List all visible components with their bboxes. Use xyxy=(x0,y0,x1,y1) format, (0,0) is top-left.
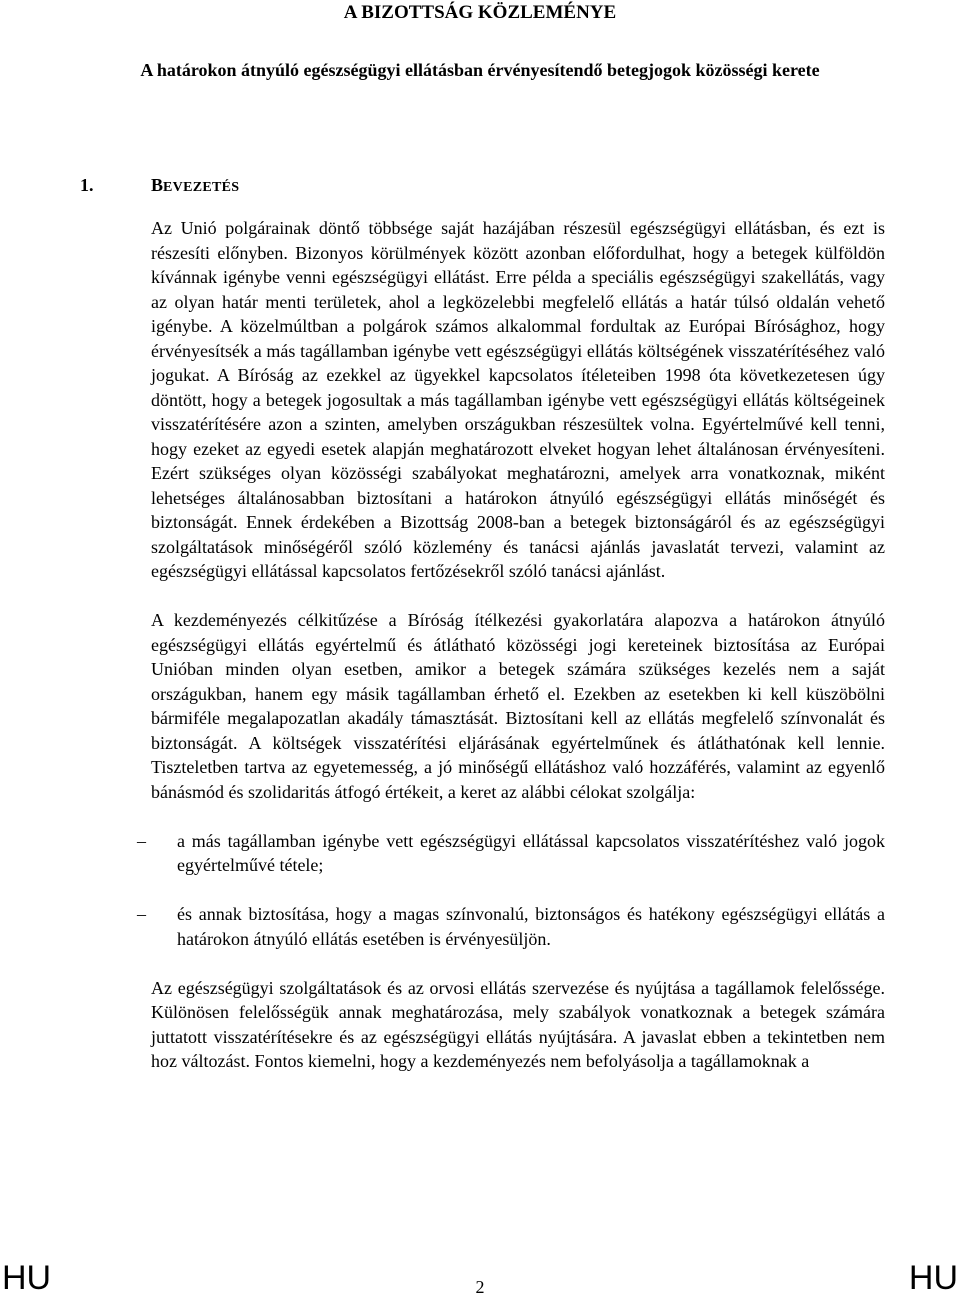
section-number: 1. xyxy=(80,175,94,195)
section-heading xyxy=(80,173,780,200)
list-item-text: a más tagállamban igénybe vett egészségügyi ellátással kapcsolatos visszatérítéshez való jogok egyértelművé tétele; xyxy=(177,830,885,875)
document-body xyxy=(137,216,885,1098)
list-item-text: és annak biztosítása, hogy a magas színvonalú, biztonságos és hatékony egészségügyi ellátás a határokon átnyúló ellátás esetében is érvényesüljön. xyxy=(177,904,885,949)
footer-language-right: HU xyxy=(908,1259,958,1297)
objectives-list xyxy=(137,829,885,952)
document-subtitle: A határokon átnyúló egészségügyi ellátásban érvényesítendő betegjogok közösségi kerete xyxy=(140,60,820,80)
closing-paragraph: Az egészségügyi szolgáltatások és az orvosi ellátás szervezése és nyújtása a tagállamok felelőssége. Különösen felelősségük annak meghatározása, mely szabályok vonatkoznak a betegek számára juttatott visszatérítésekre és az egészségügyi ellátás nyújtására. A javaslat ebben a tekintetben nem hoz változást. Fontos kiemelni, hogy a kezdeményezés nem befolyásolja a tagállamoknak a xyxy=(151,977,885,1071)
dash-bullet-icon: – xyxy=(137,904,146,924)
list-item xyxy=(137,829,885,878)
section-heading-text: EVEZETÉS xyxy=(163,180,240,195)
list-item xyxy=(137,902,885,951)
footer-language-left: HU xyxy=(2,1259,52,1297)
objective-paragraph: A kezdeményezés célkitűzése a Bíróság ítélkezési gyakorlatára alapozva a határokon átnyúló egészségügyi ellátás egyértelmű és átlátható közösségi jogi kereteinek biztosítása az Európai Unióban minden olyan esetben, amikor a betegek számára szükséges kezelés nem a saját országukban, hanem egy másik tagállamban érhető el. Ezekben az esetekben ki kell küszöbölni bármiféle megalapozatlan akadály támasztását. Biztosítani kell az ellátás megfelelő színvonalát és biztonságát. A költségek visszatérítési eljárásának egyértelműnek és átláthatónak kell lennie. Tiszteletben tartva az egyetemesség, a jó minőségű ellátáshoz való hozzáférés, valamint az egyenlő bánásmód és szolidaritás átfogó értékeit, a keret az alábbi célokat szolgálja: xyxy=(151,610,885,802)
section-heading-initial: B xyxy=(151,175,164,195)
dash-bullet-icon: – xyxy=(137,830,146,851)
intro-paragraph: Az Unió polgárainak döntő többsége saját hazájában részesül egészségügyi ellátásban, és ezt is részesíti előnyben. Bizonyos körülmények között azonban előfordulhat, hogy a betegek külföldön kívánnak igénybe venni egészségügyi ellátást. Erre példa a speciális egészségügyi szakellátás, vagy az olyan határ menti területek, ahol a legközelebbi megfelelő ellátás a határ túlsó oldalán vehető igénybe. A közelmúltban a polgárok számos alkalommal fordultak az Európai Bírósághoz, hogy érvényesítsék a más tagállamban igénybe vett egészségügyi ellátás költségének visszatérítéséhez való jogukat. A Bíróság az ezekkel az ügyekkel kapcsolatos ítéleteiben 1998 óta következetesen úgy döntött, hogy a betegek jogosultak a más tagállamban igénybe vett egészségügyi ellátás költségeinek visszatérítésére azon a szinten, amelyben országukban részesültek volna. Egyértelművé kell tenni, hogy ezeket az egyedi esetek alapján meghatározott elveket hogyan lehet általánosan érvényesíteni. Ezért szükséges olyan közösségi szabályokat meghatározni, amelyek arra vonatkoznak, miként lehetséges általánosabban biztosítani a határokon átnyúló egészségügyi ellátás minőségét és biztonságát. Ennek érdekében a Bizottság 2008-ban a betegek biztonságáról és az egészségügyi szolgáltatások minőségéről szóló közlemény és tanácsi ajánlás javaslatát tervezi, valamint az egészségügyi ellátással kapcsolatos fertőzésekről szóló tanácsi ajánlást. xyxy=(151,218,885,581)
page-number: 2 xyxy=(475,1277,485,1297)
page-title: A BIZOTTSÁG KÖZLEMÉNYE xyxy=(343,2,617,23)
